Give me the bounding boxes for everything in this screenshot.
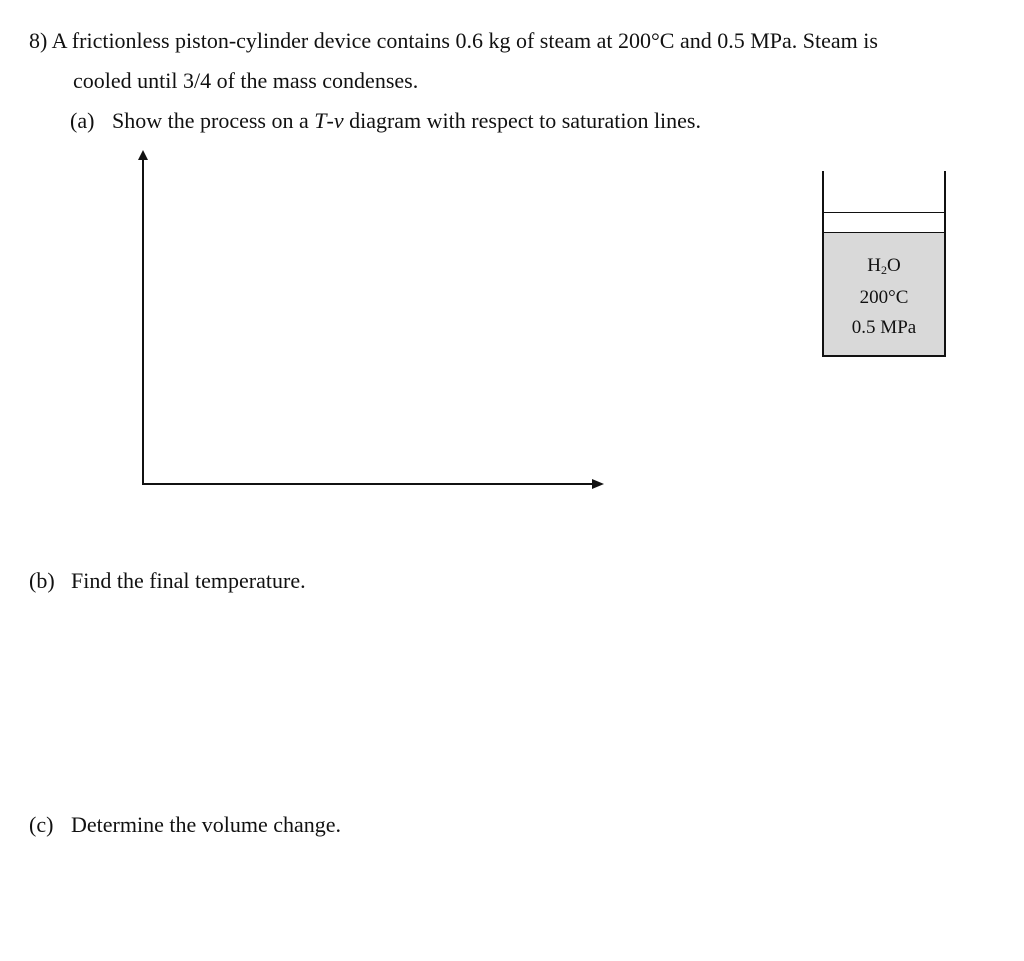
substance-main: H (867, 255, 881, 276)
piston (824, 212, 944, 233)
cylinder-bottom (822, 355, 946, 357)
horizontal-axis-arrowhead (592, 479, 604, 489)
steam-region (824, 233, 944, 355)
substance-label (824, 255, 944, 277)
part-a-text-before: Show the process on a (112, 108, 315, 133)
part-c-prompt (29, 812, 341, 838)
substance-end: O (887, 255, 901, 276)
cylinder-right-wall (944, 171, 946, 357)
piston-cylinder-device (822, 171, 946, 357)
part-a-italic-t: T (314, 108, 327, 133)
vertical-axis-arrowhead (138, 150, 148, 160)
pressure-label: 0.5 MPa (851, 317, 917, 338)
part-a-italic-v: v (333, 108, 344, 133)
part-c-text: Determine the volume change. (71, 812, 342, 837)
part-a-dash: - (326, 108, 334, 133)
part-b-prompt (29, 568, 306, 594)
question-line-2: cooled until 3/4 of the mass condenses. (73, 68, 419, 93)
question-text-line-1: A frictionless piston-cylinder device contains 0.6 kg of steam at 200°C and 0.5 MPa. Steam is (51, 28, 878, 53)
part-b-text: Find the final temperature. (71, 568, 306, 593)
part-c-label: (c) (29, 812, 54, 837)
part-a-text-after: diagram with respect to saturation lines. (343, 108, 701, 133)
part-a-label: (a) (70, 108, 95, 133)
part-b-label: (b) (29, 568, 55, 593)
substance-subscript: 2 (881, 263, 887, 277)
question-number: 8) (29, 28, 48, 53)
temperature-label: 200°C (859, 287, 909, 308)
